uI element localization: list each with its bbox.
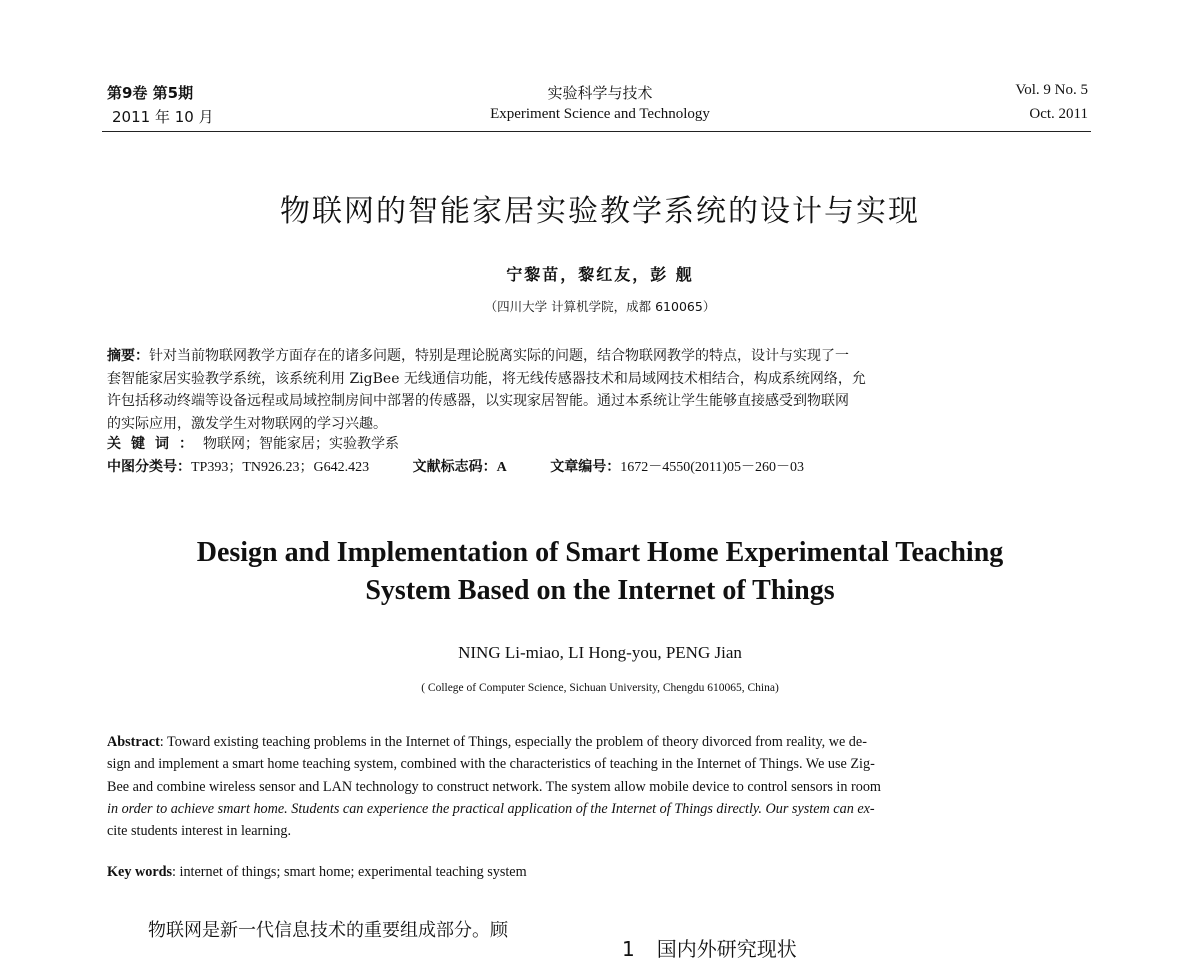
affiliation-en: ( College of Computer Science, Sichuan University, Chengdu 610065, China)	[421, 682, 779, 694]
section-heading	[622, 933, 797, 962]
abstract-cn-line-2: 套智能家居实验教学系统，该系统利用 ZigBee 无线通信功能，将无线传感器技术和局域网技术相结合，构成系统网络，允	[107, 370, 866, 387]
journal-date-cn: 2011 年 10 月	[112, 108, 214, 126]
keywords-cn	[107, 433, 399, 453]
affiliation-cn: （四川大学 计算机学院，成都 610065）	[484, 299, 716, 314]
body-intro-paragraph: 物联网是新一代信息技术的重要组成部分。顾	[148, 920, 508, 941]
abstract-en	[107, 731, 1092, 842]
journal-volume-issue-en: Vol. 9 No. 5	[1015, 82, 1088, 98]
authors-cn: 宁黎苗，黎红友，彭 舰	[506, 265, 694, 284]
journal-name-en: Experiment Science and Technology	[490, 106, 710, 122]
abstract-en-line-4: in order to achieve smart home. Students can experience the practical application of the Internet of Things directly. Our system can ex-	[107, 800, 875, 817]
header-rule	[102, 131, 1091, 132]
section-number: 1	[622, 937, 635, 961]
keywords-en-label: Key words	[107, 864, 173, 880]
abstract-en-line-5: cite students interest in learning.	[107, 823, 291, 840]
abstract-cn-line-3: 许包括移动终端等设备远程或局域控制房间中部署的传感器，以实现家居智能。通过本系统让学生能够直接感受到物联网	[107, 393, 849, 409]
abstract-cn-label: 摘要：	[107, 348, 149, 364]
abstract-cn	[107, 345, 1092, 435]
abstract-cn-line-4: 的实际应用，激发学生对物联网的学习兴趣。	[107, 415, 387, 432]
journal-volume-issue-cn: 第9卷 第5期	[107, 84, 194, 102]
document-code: 文献标志码：A	[412, 459, 507, 475]
keywords-en-value: : internet of things; smart home; experimental teaching system	[172, 864, 527, 880]
classification-number: 中图分类号：TP393；TN926.23；G642.423	[107, 459, 370, 475]
paper-title-cn: 物联网的智能家居实验教学系统的设计与实现	[280, 194, 920, 229]
classification-row	[107, 456, 804, 476]
paper-title-en: Design and Implementation of Smart Home Experimental Teaching System Based on the Internet of Things	[196, 537, 1004, 606]
keywords-cn-label: 关键词：	[107, 436, 203, 452]
abstract-en-line-2: sign and implement a smart home teaching system, combined with the characteristics of teaching in the Internet of Things. We use Zig-	[107, 756, 875, 773]
journal-date-en: Oct. 2011	[1029, 106, 1088, 122]
authors-en: NING Li-miao, LI Hong-you, PENG Jian	[458, 643, 742, 662]
abstract-cn-line-1: 摘要：针对当前物联网教学方面存在的诸多问题，特别是理论脱离实际的问题，结合物联网教学的特点，设计与实现了一	[107, 348, 849, 364]
abstract-en-label: Abstract	[107, 734, 160, 750]
section-title: 国内外研究现状	[656, 937, 797, 961]
abstract-en-line-3: Bee and combine wireless sensor and LAN technology to construct network. The system allow mobile device to control sensors in room	[107, 778, 881, 795]
keywords-cn-value: 物联网；智能家居；实验教学系	[203, 436, 399, 452]
keywords-en	[107, 864, 527, 881]
journal-name-cn: 实验科学与技术	[547, 84, 653, 102]
abstract-en-line-1: Abstract: Toward existing teaching problems in the Internet of Things, especially the problem of theory divorced from reality, we de-	[107, 734, 867, 750]
article-number: 文章编号：1672－4550(2011)05－260－03	[550, 459, 805, 475]
